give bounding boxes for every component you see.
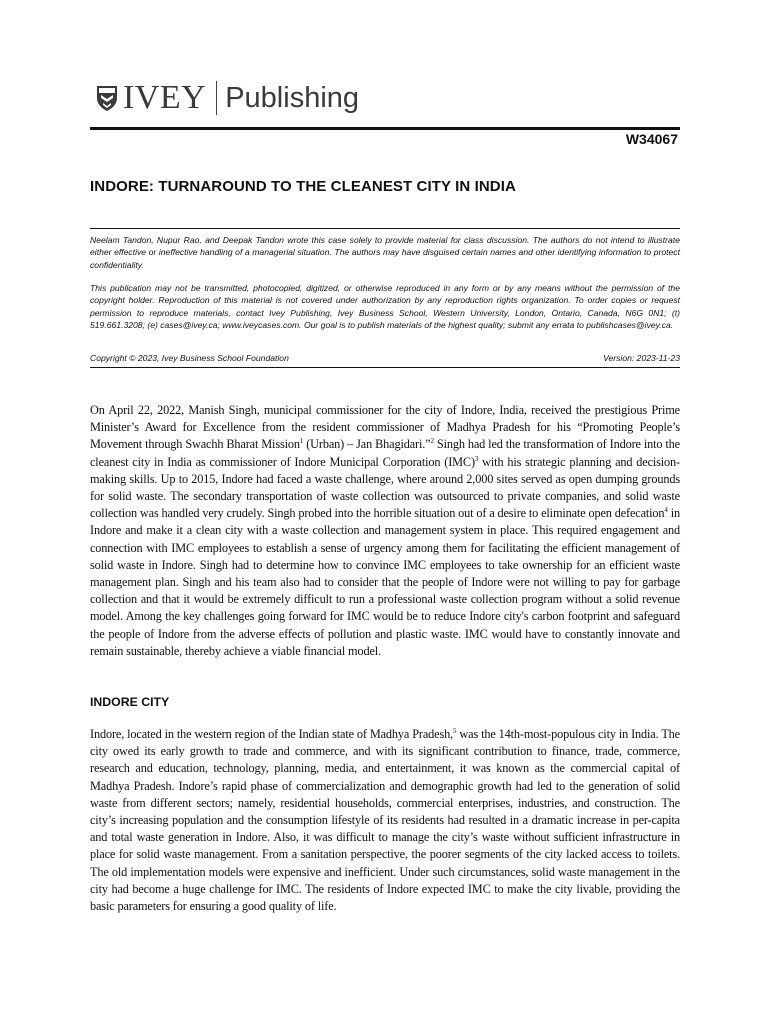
section-text-1: Indore, located in the western region of the Indian state of Madhya Pradesh, [90,727,454,741]
section-text-2: was the 14th-most-populous city in India. The city owed its early growth to trade and commerce, and with its significant contribution to finance, trade, commerce, research and education, technology, planning, media, and entertainment, it was known as the commercial capital of Madhya Pradesh. Indore’s rapid phase of commercialization and demographic growth had led to the generation of solid waste from different sectors; namely, residential households, commercial enterprises, industries, and construction. The city’s increasing population and the consumption lifestyle of its residents had resulted in a dramatic increase in per-capita and total waste generation in Indore. Also, it was difficult to manage the city’s waste without sufficient infrastructure in place for solid waste management. From a sanitation perspective, the poorer segments of the city lacked access to toilets. The old implementation models were expensive and inefficient. Under such circumstances, solid waste management in the city had become a huge challenge for IMC. The residents of Indore expected IMC to make the city livable, providing the basic parameters for ensuring a good quality of life. [90,727,680,914]
disclaimer-bottom-rule [90,367,680,368]
footnote-ref-3: 3 [474,454,479,463]
intro-text-4: with his strategic planning and decision-making skills. Up to 2015, Indore had faced a waste challenge, where around 2,000 sites served as open dumping grounds for solid waste. The secondary transportation of waste collection was outsourced to private companies, and solid waste collection was handled very crudely. Singh probed into the horrible situation out of a desire to eliminate open defecation [90,454,681,521]
brand-suffix: Publishing [225,81,360,114]
intro-text-2: (Urban) – Jan Bhagidari.” [303,437,431,452]
section-heading-indore-city: INDORE CITY [90,695,170,709]
footnote-ref-2: 2 [430,437,434,446]
intro-text-1: On April 22, 2022, Manish Singh, municipal commissioner for the city of Indore, India, received the prestigious Prime Minister’s Award for Excellence from the resident commissioner of Madhya Pradesh for his “Promoting People’s Movement through Swachh Bharat Mission [90,403,680,452]
footnote-ref-1: 1 [299,437,304,446]
logo-divider [216,81,217,115]
ivey-publishing-logo [96,76,359,120]
header-rule [90,127,680,130]
footnote-ref-5: 5 [453,726,457,735]
brand-name: IVEY [123,79,207,116]
version-text: Version: 2023-11-23 [603,353,680,363]
intro-text-3: Singh had led the transformation of Indore into the cleanest city in India as commissioner of Indore Municipal Corporation (IMC) [90,437,680,469]
indore-city-paragraph [90,726,680,915]
shield-icon [96,84,118,112]
copyright-version-row [90,353,680,363]
disclaimer-top-rule [90,228,680,229]
authors-note: Neelam Tandon, Nupur Rao, and Deepak Tandon wrote this case solely to provide material for class discussion. The authors do not intend to illustrate either effective or ineffective handling of a managerial situation. The authors may have disguised certain names and other identifying information to protect confidentiality. [90,235,680,270]
case-title: INDORE: TURNAROUND TO THE CLEANEST CITY IN INDIA [90,178,516,195]
intro-text-5: in Indore and make it a clean city with a waste collection and management system in place. This required engagement and connection with IMC employees to establish a sense of urgency among them for facilitating the efficient management of solid waste in Indore. Singh had to determine how to convince IMC employees to take ownership for an efficient waste management plan. Singh and his team also had to consider that the people of Indore were not willing to pay for garbage collection and that it would be extremely difficult to run a professional waste collection program without a solid revenue model. Among the key challenges going forward for IMC would be to reduce Indore city's carbon footprint and safeguard the people of Indore from the adverse effects of pollution and plastic waste. IMC would have to constantly innovate and remain sustainable, thereby achieve a viable financial model. [90,506,680,658]
copyright-note: This publication may not be transmitted, photocopied, digitized, or otherwise reproduced in any form or by any means without the permission of the copyright holder. Reproduction of this material is not covered under authorization by any reproduction rights organization. To order copies or request permission to reproduce materials, contact Ivey Publishing, Ivey Business School, Western University, London, Ontario, Canada, N6G 0N1; (t) 519.661.3208; (e) cases@ivey.ca; www.iveycases.com. Our goal is to publish materials of the highest quality; submit any errata to publishcases@ivey.ca. [90,283,680,331]
footnote-ref-4: 4 [664,506,668,515]
case-number: W34067 [625,131,678,147]
intro-paragraph [90,402,680,660]
copyright-text: Copyright © 2023, Ivey Business School Foundation [90,353,289,363]
